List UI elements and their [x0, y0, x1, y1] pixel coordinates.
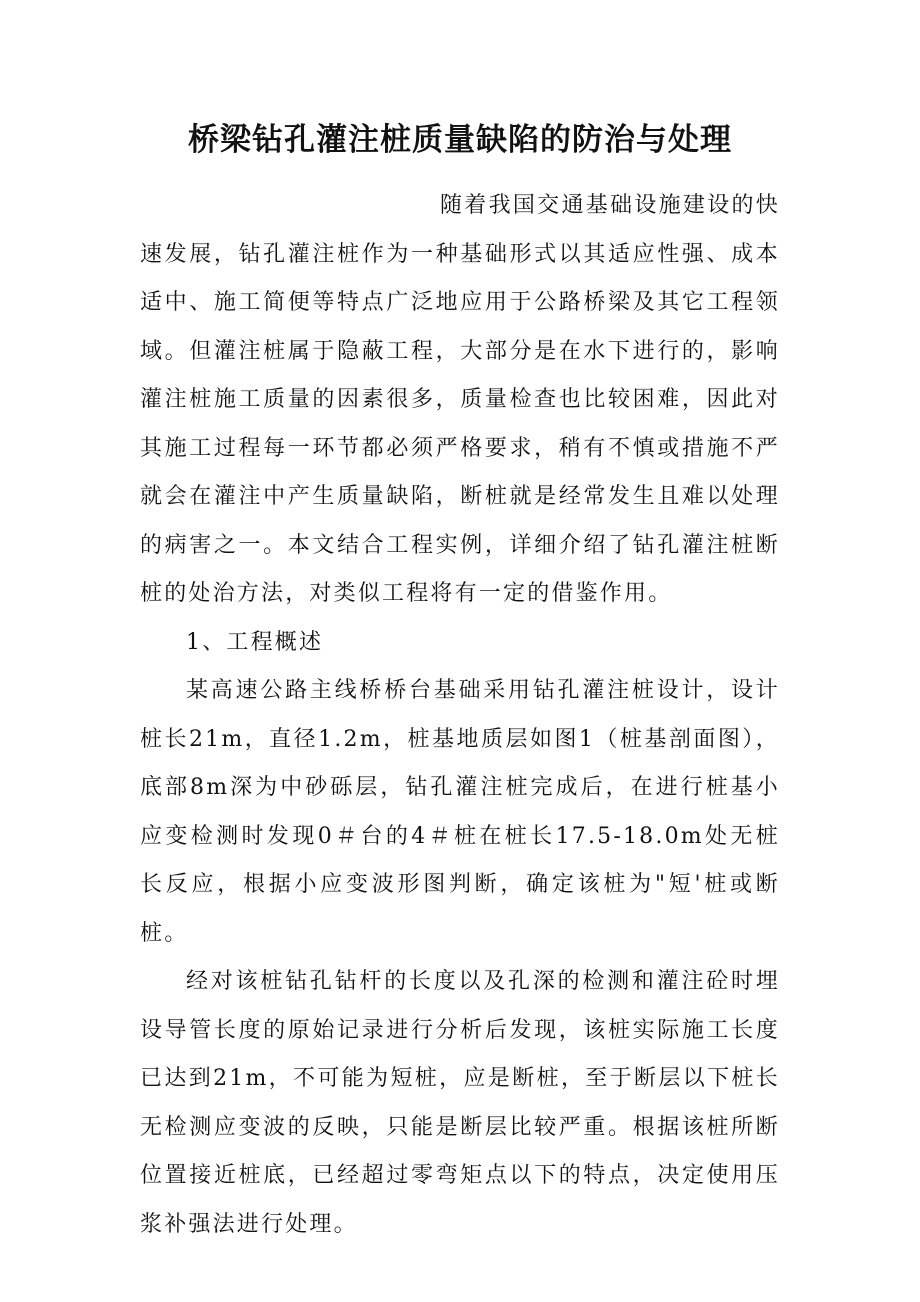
- paragraph-analysis: 经对该桩钻孔钻杆的长度以及孔深的检测和灌注砼时埋设导管长度的原始记录进行分析后发现，该桩实际施工长度已达到21m，不可能为短桩，应是断桩，至于断层以下桩长无检测应变波的反映，只能是断层比较严重。根据该桩所断位置接近桩底，已经超过零弯矩点以下的特点，决定使用压浆补强法进行处理。: [140, 969, 780, 1237]
- paragraph-project-description: 某高速公路主线桥桥台基础采用钻孔灌注桩设计，设计桩长21m，直径1.2m，桩基地质层如图1（桩基剖面图），底部8m深为中砂砾层，钻孔灌注桩完成后，在进行桩基小应变检测时发现0＃台的4＃桩在桩长17.5-18.0m处无桩长反应，根据小应变波形图判断，确定该桩为"短'桩或断桩。: [140, 678, 780, 946]
- document-body: [140, 182, 780, 1249]
- paragraph-introduction: 随着我国交通基础设施建设的快速发展，钻孔灌注桩作为一种基础形式以其适应性强、成本适中、施工简便等特点广泛地应用于公路桥梁及其它工程领域。但灌注桩属于隐蔽工程，大部分是在水下进行的，影响灌注桩施工质量的因素很多，质量检查也比较困难，因此对其施工过程每一环节都必须严格要求，稍有不慎或措施不严就会在灌注中产生质量缺陷，断桩就是经常发生且难以处理的病害之一。本文结合工程实例，详细介绍了钻孔灌注桩断桩的处治方法，对类似工程将有一定的借鉴作用。: [140, 193, 780, 606]
- section-heading-project-overview: 1、工程概述: [186, 629, 324, 655]
- document-title: 桥梁钻孔灌注桩质量缺陷的防治与处理: [188, 122, 732, 158]
